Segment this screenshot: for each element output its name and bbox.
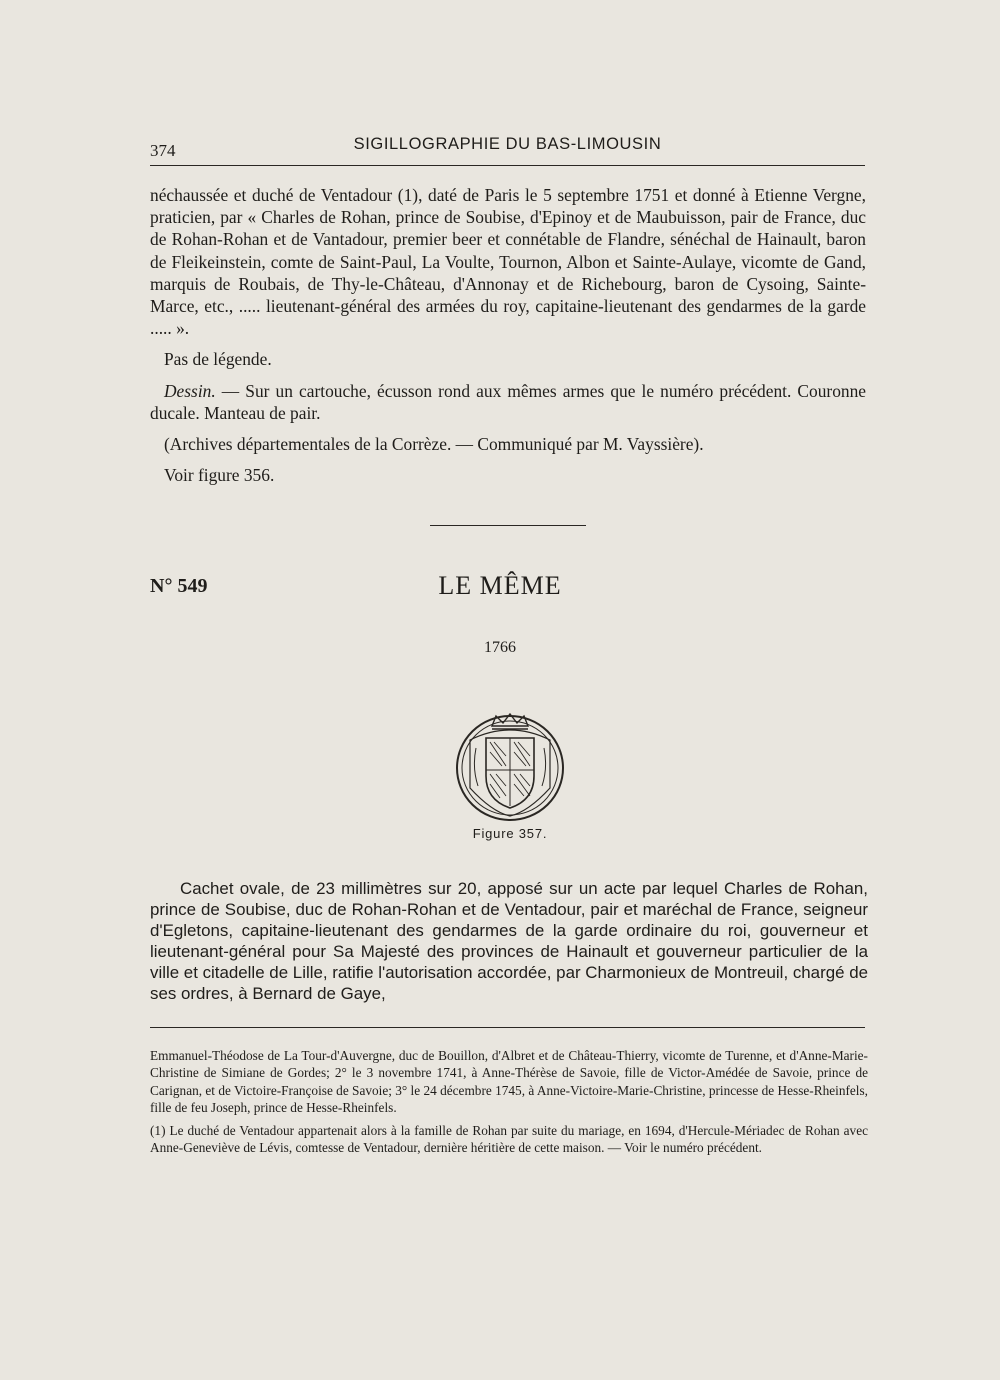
dessin-label: Dessin. xyxy=(164,380,216,401)
dessin-paragraph xyxy=(150,380,866,424)
archives-note: (Archives départementales de la Corrèze. — Communiqué par M. Vayssière). xyxy=(164,434,704,455)
page-number: 374 xyxy=(150,141,176,160)
figure-caption: Figure 357. xyxy=(472,826,548,841)
seal-description: Cachet ovale, de 23 millimètres sur 20, apposé sur un acte par lequel Charles de Rohan, prince de Soubise, duc de Rohan-Rohan et de Ventadour, pair et maréchal de France, seigneur d'Egletons, capitaine-lieutenant des gendarmes de la garde ordinaire du roi, gouverneur et lieutenant-général pour Sa Majesté des provinces de Hainault et gouverneur particulier de la ville et citadelle de Lille, ratifie l'autorisation accordée, par Charmonieux de Montreuil, chargé de ses ordres, à Bernard de Gaye, xyxy=(150,879,868,1003)
header-rule xyxy=(150,165,865,166)
dessin-text: — Sur un cartouche, écusson rond aux mêmes armes que le numéro précédent. Couronne ducale. Manteau de pair. xyxy=(150,380,866,423)
continuation-paragraph: néchaussée et duché de Ventadour (1), daté de Paris le 5 septembre 1751 et donné à Etienne Vergne, praticien, par « Charles de Rohan, prince de Soubise, d'Epinoy et de Maubuisson, pair de France, duc de Rohan-Rohan et de Vantadour, premier beer et connétable de Flandre, sénéchal de Hainault, baron de Fleikeinstein, comte de Saint-Paul, La Voulte, Tournon, Albon et Sainte-Aulaye, vicomte de Gand, marquis de Roubais, de Thy-le-Château, d'Annonay et de Richebourg, baron de Cysoing, Sainte-Marce, etc., ..... lieutenant-général des armées du roy, capitaine-lieutenant des gendarmes de la garde ..... ». xyxy=(150,185,866,339)
entry-number: N° 549 xyxy=(150,575,208,597)
running-title: SIGILLOGRAPHIE DU BAS-LIMOUSIN xyxy=(353,135,662,153)
footnotes xyxy=(150,1047,868,1163)
footnote-continued: Emmanuel-Théodose de La Tour-d'Auvergne, duc de Bouillon, d'Albret et de Château-Thierry, vicomte de Turenne, et d'Anne-Marie-Christine de Simiane de Gordes; 2° le 3 novembre 1741, à Anne-Thérèse de Savoie, fille de Victor-Amédée de Savoie, prince de Carignan, et de Victoire-Françoise de Savoie; 3° le 24 décembre 1745, à Anne-Victoire-Marie-Christine, princesse de Hesse-Rheinfels, fille de feu Joseph, prince de Hesse-Rheinfels. xyxy=(150,1048,868,1115)
page-header xyxy=(150,135,865,165)
legend-note: Pas de légende. xyxy=(164,349,272,370)
section-title: LE MÊME xyxy=(438,571,562,600)
oval-seal-coat-of-arms-icon xyxy=(452,708,568,824)
footnote-rule xyxy=(150,1027,865,1028)
section-divider xyxy=(430,525,586,526)
see-figure: Voir figure 356. xyxy=(164,465,275,486)
footnote-1: (1) Le duché de Ventadour appartenait alors à la famille de Rohan par suite du mariage, en 1694, d'Hercule-Mériadec de Rohan avec Anne-Geneviève de Lévis, comtesse de Ventadour, dernière héritière de cette maison. — Voir le numéro précédent. xyxy=(150,1123,868,1156)
body-text xyxy=(150,184,866,486)
section-year: 1766 xyxy=(484,639,516,656)
